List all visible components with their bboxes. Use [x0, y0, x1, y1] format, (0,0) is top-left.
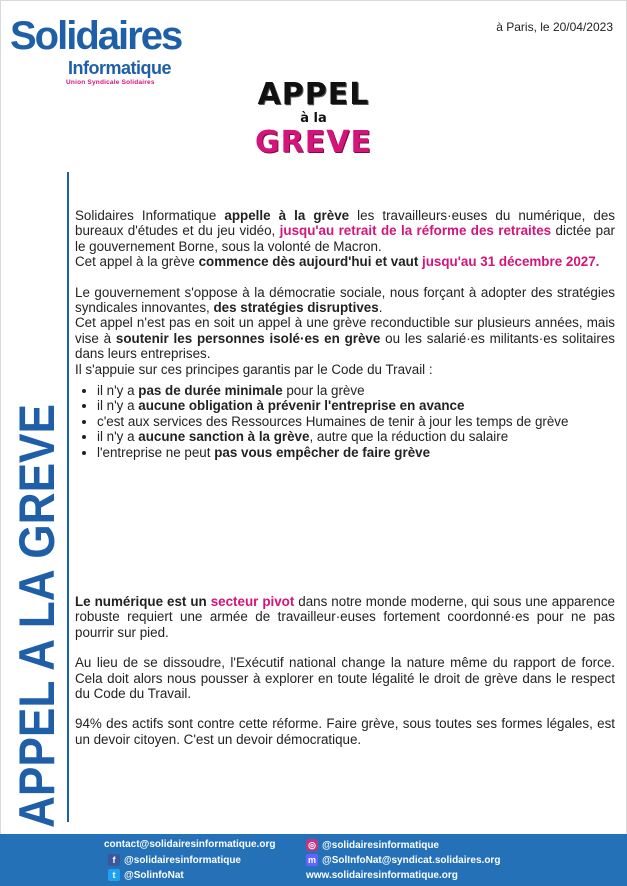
list-item: • c'est aux services des Ressources Humaines de tenir à jour les temps de grève: [97, 414, 615, 429]
footer-website[interactable]: [306, 870, 458, 881]
title-a-la: à la: [300, 111, 327, 126]
logo-main-text: Solidaires: [10, 14, 182, 58]
body-emphasis: soutenir les personnes isolé·es en grève: [115, 330, 381, 346]
intro-text: les travailleurs·euses du numérique, des bureaux d'études et du jeu vidéo,: [75, 208, 615, 239]
footer-mastodon[interactable]: [306, 854, 500, 866]
conclusion-section: [75, 594, 615, 762]
main-title: [0, 78, 627, 160]
footer-email[interactable]: [104, 839, 275, 850]
footer-twitter-text[interactable]: @SolinfoNat: [124, 869, 184, 881]
footer-mastodon-text[interactable]: @SolInfoNat@syndicat.solidaires.org: [322, 854, 501, 866]
body-text: Cet appel n'est pas en soit un appel à une grève reconductible sur plusieurs années, mais vise à: [75, 315, 615, 346]
body-emphasis: des stratégies disruptives: [213, 300, 379, 316]
intro-emphasis: appelle à la grève: [224, 208, 350, 223]
logo-sub-text: Informatique: [68, 58, 172, 78]
body-text: dans notre monde moderne, qui sous une apparence robuste requiert une armée de travailleur·euses fortement coordonné·es pour ne pas pourrir sur pied.: [75, 594, 615, 640]
intro-text: dictée par le gouvernement Borne, sous la volonté de Macron.: [75, 223, 616, 254]
body-text: .: [378, 300, 383, 316]
twitter-icon: t: [108, 869, 120, 881]
body-text: Le gouvernement s'oppose à la démocratie sociale, nous forçant à adopter des stratégies syndicales innovantes,: [75, 284, 615, 316]
intro-emphasis: commence dès aujourd'hui et vaut: [198, 254, 419, 270]
facebook-icon: f: [108, 854, 120, 866]
footer-facebook-text[interactable]: @solidairesinformatique: [124, 854, 241, 866]
conclusion-paragraph-2: Au lieu de se dissoudre, l'Exécutif national change la nature même du rapport de force. Cela doit alors nous pousser à explorer en toute légalité le droit de grève dans le respect du Code du Travail.: [75, 655, 615, 702]
intro-paragraph-2: [75, 254, 615, 269]
section2-paragraph-1: [75, 285, 615, 316]
footer-instagram[interactable]: [306, 839, 439, 851]
intro-paragraph-1: [75, 208, 615, 254]
conclusion-paragraph-1: [75, 594, 615, 640]
body-emphasis: Le numérique est un: [75, 594, 211, 609]
section2-paragraph-3: Il s'appuie sur ces principes garantis par le Code du Travail :: [75, 361, 433, 377]
title-greve: GREVE: [255, 125, 372, 160]
side-banner-text: APPEL A LA GREVE: [9, 348, 65, 828]
section2-paragraph-2: [75, 315, 615, 361]
intro-section: [75, 208, 615, 460]
footer: [0, 834, 627, 886]
body-highlight: secteur pivot: [210, 594, 295, 609]
document-date: à Paris, le 20/04/2023: [496, 20, 613, 34]
title-appel: APPEL: [257, 77, 370, 112]
instagram-icon: ◎: [306, 839, 318, 851]
body-text: ou les salarié·es militants·es solitaires dans leurs entreprises.: [75, 330, 615, 362]
conclusion-paragraph-3: 94% des actifs sont contre cette réforme. Faire grève, sous toutes ses formes légales, est un devoir citoyen. C'est un devoir démocratique.: [75, 716, 615, 747]
list-item: • il n'y a pas de durée minimale pour la grève: [97, 383, 615, 398]
rules-list: [75, 383, 615, 460]
footer-instagram-text[interactable]: @solidairesinformatique: [322, 839, 439, 851]
intro-highlight: jusqu'au 31 décembre 2027.: [422, 254, 600, 270]
logo-tagline: Union Syndicale Solidaires: [66, 79, 155, 86]
intro-text: Solidaires Informatique: [75, 208, 225, 223]
list-item: • l'entreprise ne peut pas vous empêcher de faire grève: [97, 445, 615, 460]
list-item: • il n'y a aucune obligation à prévenir l'entreprise en avance: [97, 398, 615, 413]
footer-twitter[interactable]: [108, 869, 184, 881]
mastodon-icon: m: [307, 855, 316, 865]
list-item: • il n'y a aucune sanction à la grève, autre que la réduction du salaire: [97, 429, 615, 444]
vertical-rule: [67, 172, 69, 822]
intro-text: Cet appel à la grève: [75, 254, 199, 270]
footer-facebook[interactable]: [108, 854, 241, 866]
footer-website-text[interactable]: www.solidairesinformatique.org: [306, 870, 458, 881]
intro-highlight: jusqu'au retrait de la réforme des retraites: [279, 223, 552, 239]
footer-email-text[interactable]: contact@solidairesinformatique.org: [104, 839, 276, 850]
side-banner: [9, 348, 65, 830]
